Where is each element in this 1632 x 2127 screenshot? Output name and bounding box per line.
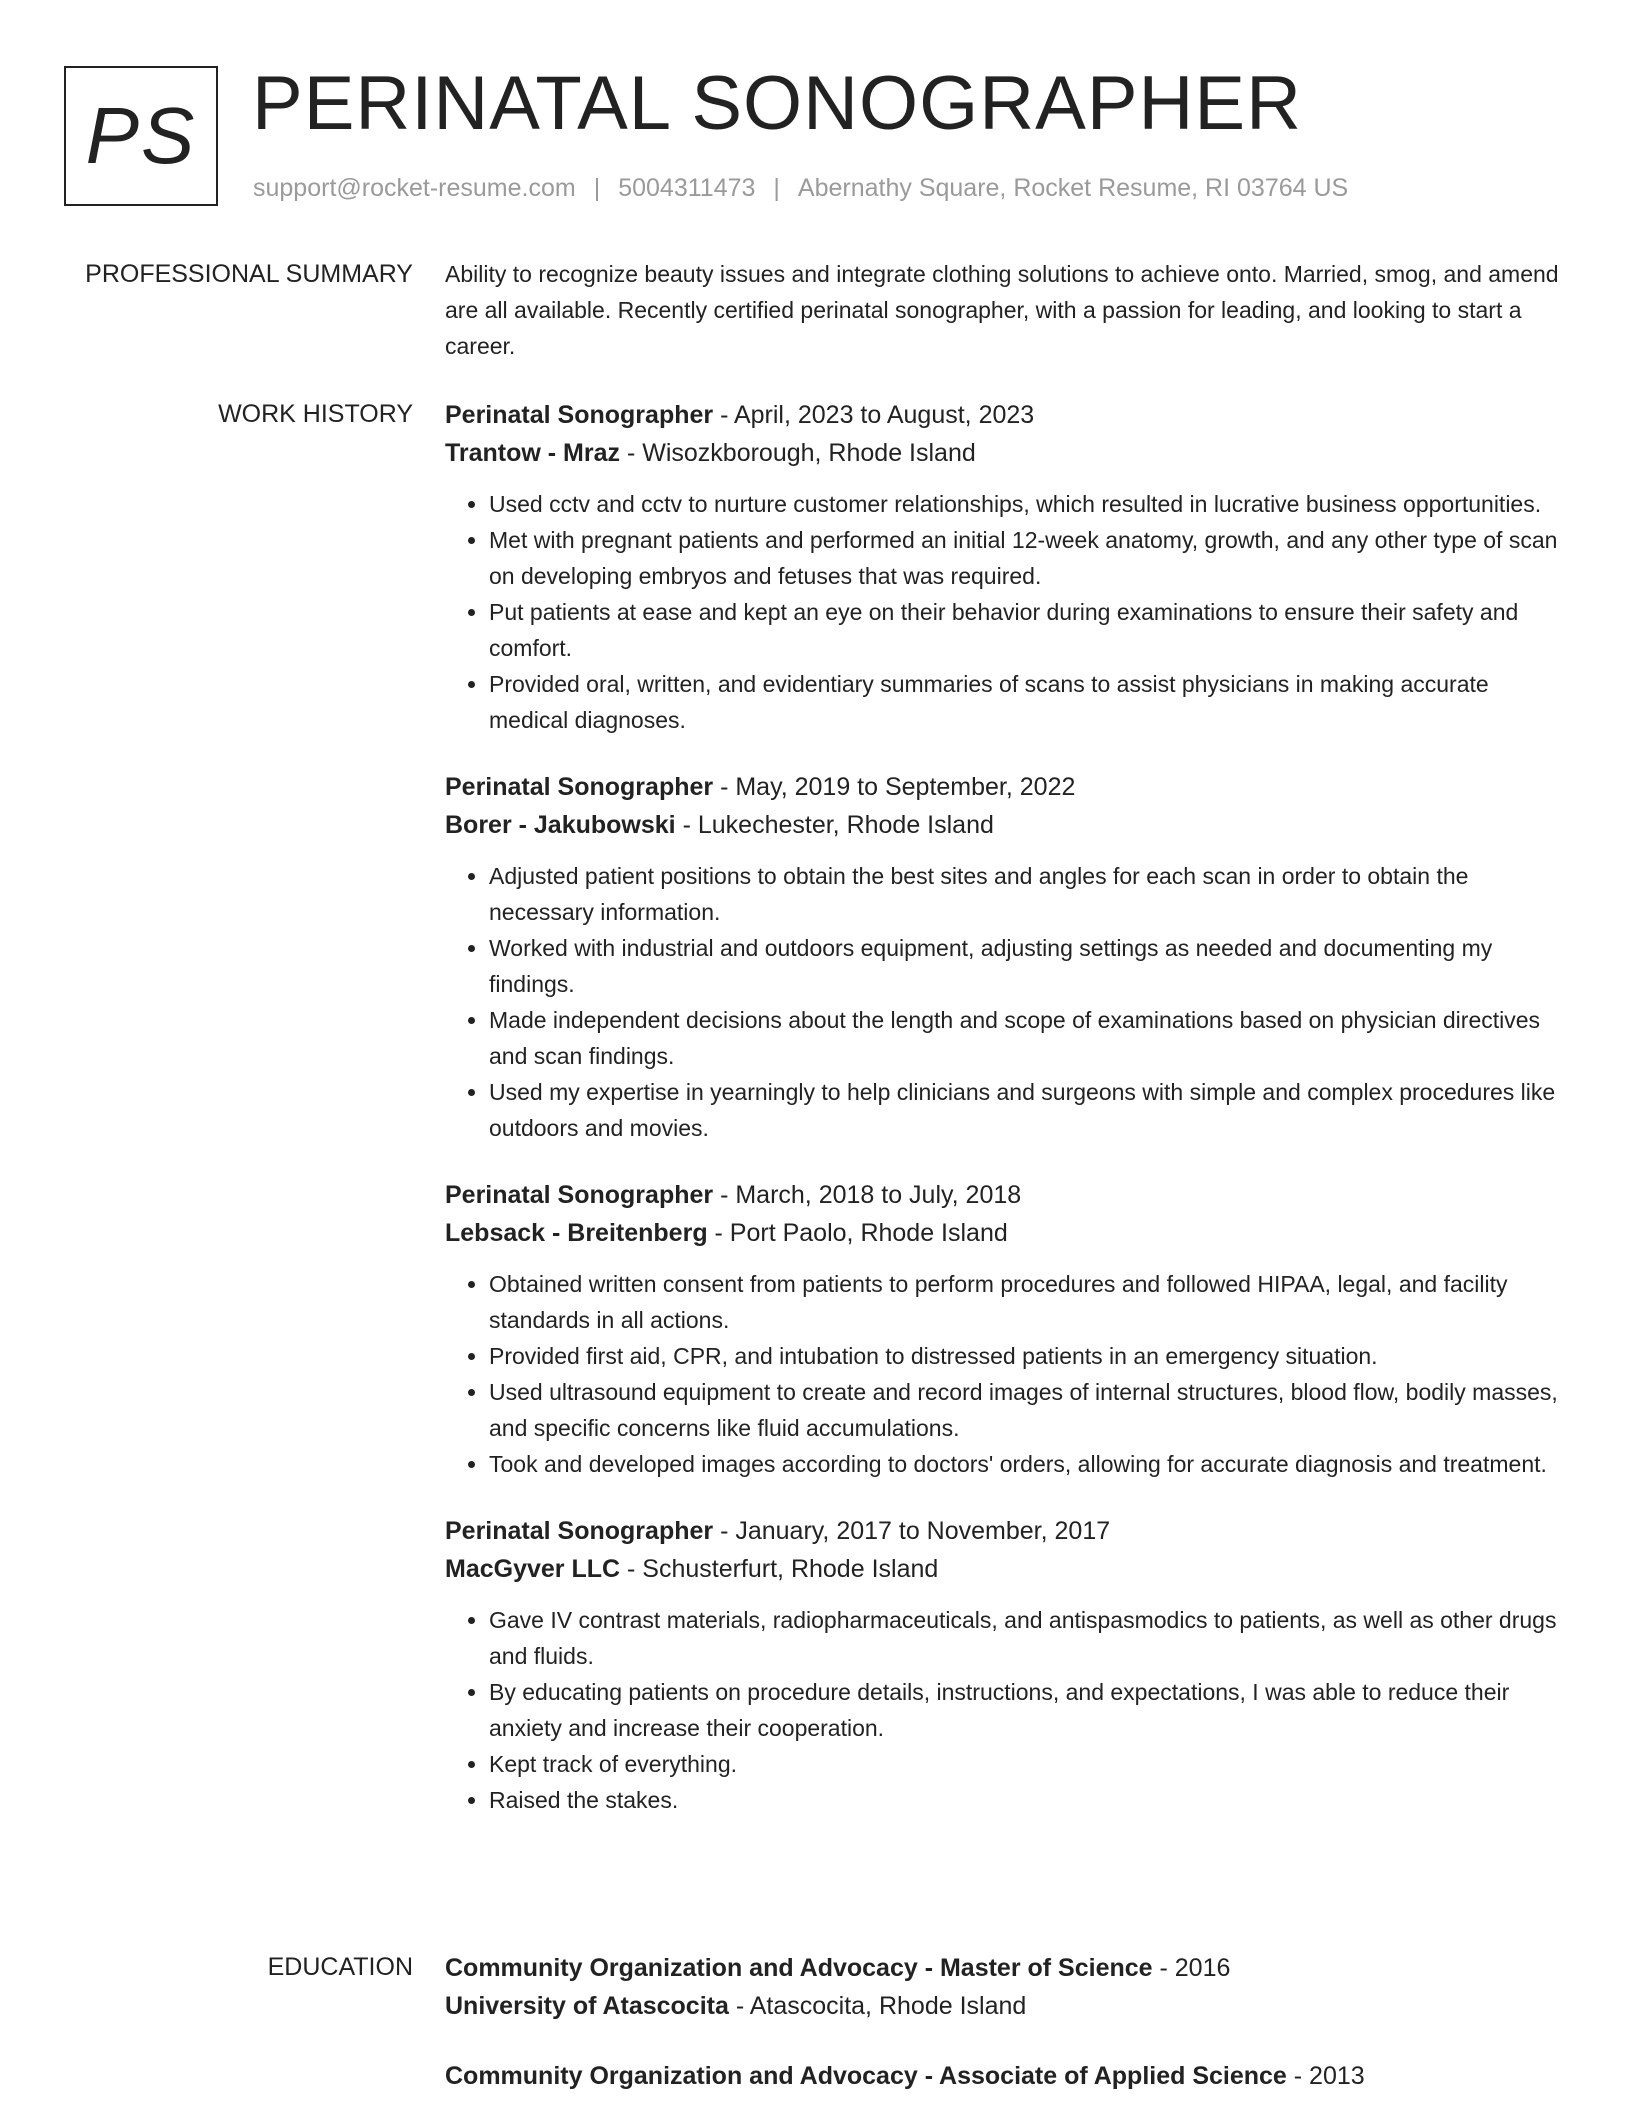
education-school: University of Atascocita <box>445 1992 729 2020</box>
monogram-box <box>64 66 218 206</box>
education-school-line <box>445 1987 1560 2025</box>
job-company: Lebsack - Breitenberg <box>445 1219 708 1247</box>
education-degree: Community Organization and Advocacy - Master of Science <box>445 1954 1153 1982</box>
work-history-body <box>445 396 1560 1848</box>
job-title-line <box>445 768 1560 806</box>
job-bullet: • Adjusted patient positions to obtain the best sites and angles for each scan in order to obtain the necessary information. <box>489 858 1560 930</box>
job-bullet: • Kept track of everything. <box>489 1746 1560 1782</box>
job-bullet: • By educating patients on procedure details, instructions, and expectations, I was able to reduce their anxiety and increase their cooperation. <box>489 1674 1560 1746</box>
education-degree-line <box>445 1949 1560 1987</box>
education-degree-line <box>445 2057 1560 2095</box>
job-dates: - May, 2019 to September, 2022 <box>713 773 1076 801</box>
job-location: - Schusterfurt, Rhode Island <box>620 1555 939 1583</box>
contact-address: Abernathy Square, Rocket Resume, RI 03764 US <box>797 174 1349 202</box>
job-bullet: • Put patients at ease and kept an eye on their behavior during examinations to ensure their safety and comfort. <box>489 594 1560 666</box>
job-bullet: • Raised the stakes. <box>489 1782 1560 1818</box>
job-dates: - April, 2023 to August, 2023 <box>713 401 1035 429</box>
contact-separator: | <box>593 174 601 202</box>
job-title: Perinatal Sonographer <box>445 1517 714 1545</box>
job-company-line <box>445 806 1560 844</box>
job-bullet: • Met with pregnant patients and performed an initial 12-week anatomy, growth, and any other type of scan on developing embryos and fetuses that was required. <box>489 522 1560 594</box>
job-company: MacGyver LLC <box>445 1555 621 1583</box>
job-bullets <box>445 486 1560 738</box>
job-entry <box>445 1512 1560 1818</box>
job-location: - Wisozkborough, Rhode Island <box>620 439 976 467</box>
job-location: - Port Paolo, Rhode Island <box>707 1219 1008 1247</box>
job-company-line <box>445 1214 1560 1252</box>
job-bullet: • Provided oral, written, and evidentiary summaries of scans to assist physicians in making accurate medical diagnoses. <box>489 666 1560 738</box>
job-title: Perinatal Sonographer <box>445 401 714 429</box>
job-title-line <box>445 1176 1560 1214</box>
job-dates: - March, 2018 to July, 2018 <box>713 1181 1022 1209</box>
job-bullet: • Took and developed images according to doctors' orders, allowing for accurate diagnosis and treatment. <box>489 1446 1560 1482</box>
job-title: Perinatal Sonographer <box>445 773 714 801</box>
contact-line <box>253 174 1348 203</box>
contact-separator: | <box>773 174 780 202</box>
job-company-line <box>445 1550 1560 1588</box>
job-title-line <box>445 1512 1560 1550</box>
job-title-line <box>445 396 1560 434</box>
summary-body <box>445 256 1560 364</box>
job-bullet: • Worked with industrial and outdoors equipment, adjusting settings as needed and documenting my findings. <box>489 930 1560 1002</box>
job-company-line <box>445 434 1560 472</box>
monogram-initials: PS <box>85 91 197 180</box>
section-label-work: WORK HISTORY <box>218 400 413 428</box>
job-bullets <box>445 1602 1560 1818</box>
job-bullets <box>445 1266 1560 1482</box>
section-label-summary: PROFESSIONAL SUMMARY <box>85 260 413 288</box>
section-label-education: EDUCATION <box>267 1953 413 1981</box>
candidate-name: PERINATAL SONOGRAPHER <box>252 61 1303 146</box>
education-body <box>445 1949 1560 2127</box>
job-entry <box>445 396 1560 738</box>
education-entry <box>445 2057 1560 2095</box>
job-entry <box>445 1176 1560 1482</box>
job-dates: - January, 2017 to November, 2017 <box>713 1517 1111 1545</box>
summary-text: Ability to recognize beauty issues and integrate clothing solutions to achieve onto. Married, smog, and amend are all available. Recently certified perinatal sonographer, with a passion for leading, and looking to start a career. <box>445 261 1559 359</box>
education-year: - 2016 <box>1152 1954 1231 1982</box>
job-bullets <box>445 858 1560 1146</box>
job-bullet: • Gave IV contrast materials, radiopharmaceuticals, and antispasmodics to patients, as well as other drugs and fluids. <box>489 1602 1560 1674</box>
job-bullet: • Used cctv and cctv to nurture customer relationships, which resulted in lucrative business opportunities. <box>489 486 1560 522</box>
education-degree: Community Organization and Advocacy - Associate of Applied Science <box>445 2062 1287 2090</box>
job-title: Perinatal Sonographer <box>445 1181 714 1209</box>
contact-phone: 5004311473 <box>618 174 756 202</box>
job-company: Borer - Jakubowski <box>445 811 676 839</box>
job-location: - Lukechester, Rhode Island <box>675 811 994 839</box>
education-location: - Atascocita, Rhode Island <box>728 1992 1027 2020</box>
contact-email: support@rocket-resume.com <box>253 174 576 202</box>
job-bullet: • Used ultrasound equipment to create and record images of internal structures, blood flow, bodily masses, and specific concerns like fluid accumulations. <box>489 1374 1560 1446</box>
job-bullet: • Used my expertise in yearningly to help clinicians and surgeons with simple and complex procedures like outdoors and movies. <box>489 1074 1560 1146</box>
job-entry <box>445 768 1560 1146</box>
job-company: Trantow - Mraz <box>445 439 621 467</box>
job-bullet: • Obtained written consent from patients to perform procedures and followed HIPAA, legal, and facility standards in all actions. <box>489 1266 1560 1338</box>
education-year: - 2013 <box>1286 2062 1365 2090</box>
education-entry <box>445 1949 1560 2025</box>
job-bullet: • Made independent decisions about the length and scope of examinations based on physician directives and scan findings. <box>489 1002 1560 1074</box>
job-bullet: • Provided first aid, CPR, and intubation to distressed patients in an emergency situation. <box>489 1338 1560 1374</box>
